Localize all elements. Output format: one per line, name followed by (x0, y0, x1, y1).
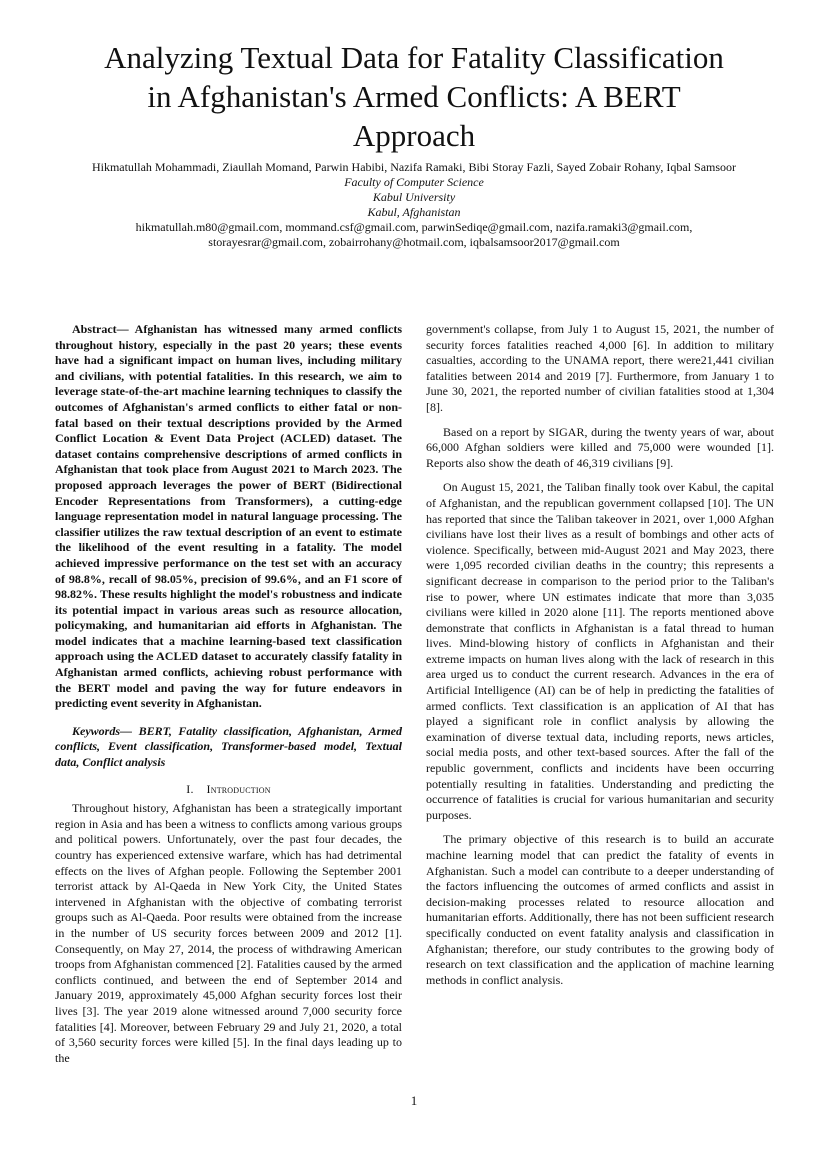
left-column (55, 322, 402, 1066)
affiliation-university: Kabul University (372, 190, 456, 204)
paper-title (40, 38, 788, 155)
abstract: Abstract— Afghanistan has witnessed many armed conflicts throughout history, especially in the past 20 years; these events have had a significant impact on human lives, including military and civilians, with potential fatalities. In this research, we aim to leverage state-of-the-art machine learning techniques to classify the outcomes of Afghanistan's armed conflicts to either fatal or non-fatal based on their textual descriptions provided by the Armed Conflict Location & Event Data Project (ACLED) dataset. The dataset contains comprehensive descriptions of armed conflicts in Afghanistan that took place from August 2021 to March 2023. The proposed approach leverages the power of BERT (Bidirectional Encoder Representations from Transformers), a cutting-edge language representation model in natural language processing. The classifier utilizes the raw textual description of an event to estimate the likelihood of the event resulting in a fatality. The model achieved impressive performance on the test set with an accuracy of 98.8%, recall of 98.05%, precision of 99.6%, and an F1 score of 98.82%. These results highlight the model's robustness and indicate its potential impact in various areas such as resource allocation, policymaking, and humanitarian aid efforts in Afghanistan. The model indicates that a machine learning-based text classification approach using the ACLED dataset to accurately classify fatality in Afghanistan armed conflicts, achieving robust performance with the BERT model and paving the way for future endeavors in predicting event severity in Afghanistan. (55, 322, 402, 711)
affiliation-location: Kabul, Afghanistan (367, 205, 461, 219)
title-line: Analyzing Textual Data for Fatality Classification (104, 40, 724, 75)
page-number: 1 (410, 1093, 418, 1108)
title-line: in Afghanistan's Armed Conflicts: A BERT (147, 79, 681, 114)
author-list: Hikmatullah Mohammadi, Ziaullah Momand, Parwin Habibi, Nazifa Ramaki, Bibi Storay Fazli, Sayed Zobair Rohany, Iqbal Samsoor (91, 160, 737, 174)
affiliation-faculty: Faculty of Computer Science (344, 175, 484, 189)
body-paragraph: Based on a report by SIGAR, during the twenty years of war, about 66,000 Afghan soldiers were killed and 75,000 were wounded [1]. Reports also show the death of 46,319 civilians [9]. (426, 424, 774, 470)
section-heading (55, 782, 402, 798)
keywords: Keywords— BERT, Fatality classification, Afghanistan, Armed conflicts, Event classification, Transformer-based model, Textual data, Conflict analysis (55, 723, 402, 770)
author-emails-line-1: hikmatullah.m80@gmail.com, mommand.csf@gmail.com, parwinSediqe@gmail.com, nazifa.ramaki3@gmail.com, (135, 220, 693, 234)
body-paragraph: The primary objective of this research is to build an accurate machine learning model that can predict the fatality of events in Afghanistan. Such a model can contribute to a deeper understanding of the factors influencing the outcomes of armed conflicts and assist in decision-making processes related to resource allocation and humanitarian efforts. Additionally, there has not been sufficient research specifically conducted on event fatality analysis and classification in Afghanistan; therefore, our study contributes to the growing body of research on text classification and the application of machine learning methods in conflict analysis. (426, 832, 774, 987)
section-title: Introduction (206, 781, 271, 796)
author-emails-line-2: storayesrar@gmail.com, zobairrohany@hotmail.com, iqbalsamsoor2017@gmail.com (208, 235, 620, 249)
body-paragraph: On August 15, 2021, the Taliban finally took over Kabul, the capital of Afghanistan, and the republican government collapsed [10]. The UN has reported that since the Taliban takeover in 2021, over 1,000 Afghan civilians have lost their lives as a result of bombings and other acts of violence. Specifically, between mid-August 2021 and May 2023, there were 1,095 recorded civilian deaths in the country; this represents a significant decrease in comparison to the period prior to the Taliban's rise to power, where UN estimates indicate that more than 3,035 civilians were killed in 2020 alone [11]. The reports mentioned above demonstrate that conflicts in Afghanistan is a fatal thread to human lives. Mind-blowing history of conflicts in Afghanistan and their extreme impacts on human lives along with the lack of research in this area urged us to conduct the current research. Advances in the era of Artificial Intelligence (AI) can be of help in predicting the fatalities of armed conflicts. Text classification is an application of AI that has played a significant role in conflict analysis by allowing the examination of diverse textual data, including reports, news articles, social media posts, and other text-based sources. After the fall of the republic government, conflicts and incidents have been occurring potentially resulting in fatalities. Understanding and predicting the occurrence of fatalities is crucial for various humanitarian and security purposes. (426, 480, 774, 822)
section-number: I. (186, 781, 194, 796)
title-line: Approach (352, 118, 476, 153)
intro-paragraph: Throughout history, Afghanistan has been a strategically important region in Asia and has been a witness to conflicts among various groups and political powers. Unfortunately, over the past four decades, the country has experienced extensive warfare, which has had detrimental effects on the lives of Afghan people. Following the September 2001 terrorist attack by Al-Qaeda in New York City, the United States intervened in Afghanistan with the objective of combating terrorist groups such as Al-Qaeda. Poor results were obtained from the increase in the number of US security forces between 2009 and 2012 [1]. Consequently, on May 27, 2014, the process of withdrawing American troops from Afghanistan commenced [2]. Fatalities caused by the armed conflicts continued, and between the end of September 2014 and January 2019, approximately 45,000 Afghan security forces lost their lives [3]. The year 2019 alone witnessed around 7,000 security force fatalities [4]. Moreover, between February 29 and July 21, 2020, a total of 3,560 security forces were killed [5]. In the final days leading up to the (55, 801, 402, 1065)
body-paragraph: government's collapse, from July 1 to August 15, 2021, the number of security forces fatalities reached 4,000 [6]. In addition to military casualties, according to the UNAMA report, there were21,441 civilian fatalities between 2014 and 2019 [7]. Furthermore, from January 1 to June 30, 2021, the reported number of civilian fatalities stood at 1,304 [8]. (426, 322, 774, 414)
author-block (30, 160, 798, 250)
right-column (426, 322, 774, 988)
